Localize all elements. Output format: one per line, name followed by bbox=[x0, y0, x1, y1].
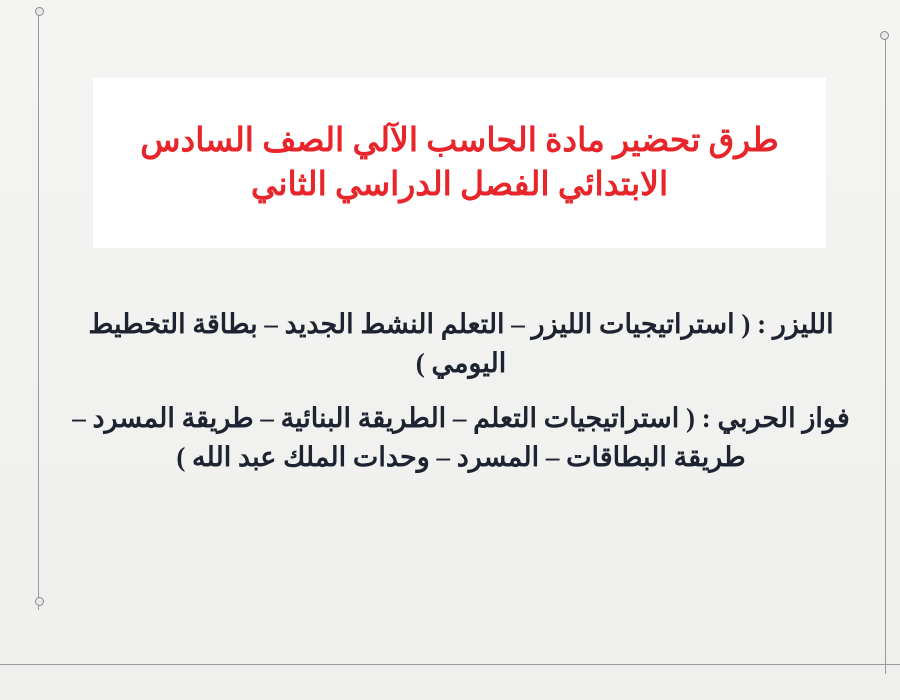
body-paragraph-1: الليزر : ( استراتيجيات الليزر – التعلم النشط الجديد – بطاقة التخطيط اليومي ) bbox=[88, 309, 834, 378]
slide-title: طرق تحضير مادة الحاسب الآلي الصف السادس الابتدائي الفصل الدراسي الثاني bbox=[140, 122, 779, 203]
title-box bbox=[93, 78, 826, 248]
guide-line-right bbox=[885, 34, 886, 674]
body-paragraph-2: فواز الحربي : ( استراتيجيات التعلم – الطريقة البنائية – طريقة المسرد – طريقة البطاقات – المسرد – وحدات الملك عبد الله ) bbox=[72, 402, 850, 472]
guide-line-bottom bbox=[0, 664, 900, 665]
guide-line-left bbox=[38, 10, 39, 610]
resize-handle-top-right[interactable] bbox=[880, 31, 889, 40]
resize-handle-top-left[interactable] bbox=[35, 7, 44, 16]
resize-handle-bottom-left[interactable] bbox=[35, 597, 44, 606]
slide-body bbox=[60, 305, 862, 481]
